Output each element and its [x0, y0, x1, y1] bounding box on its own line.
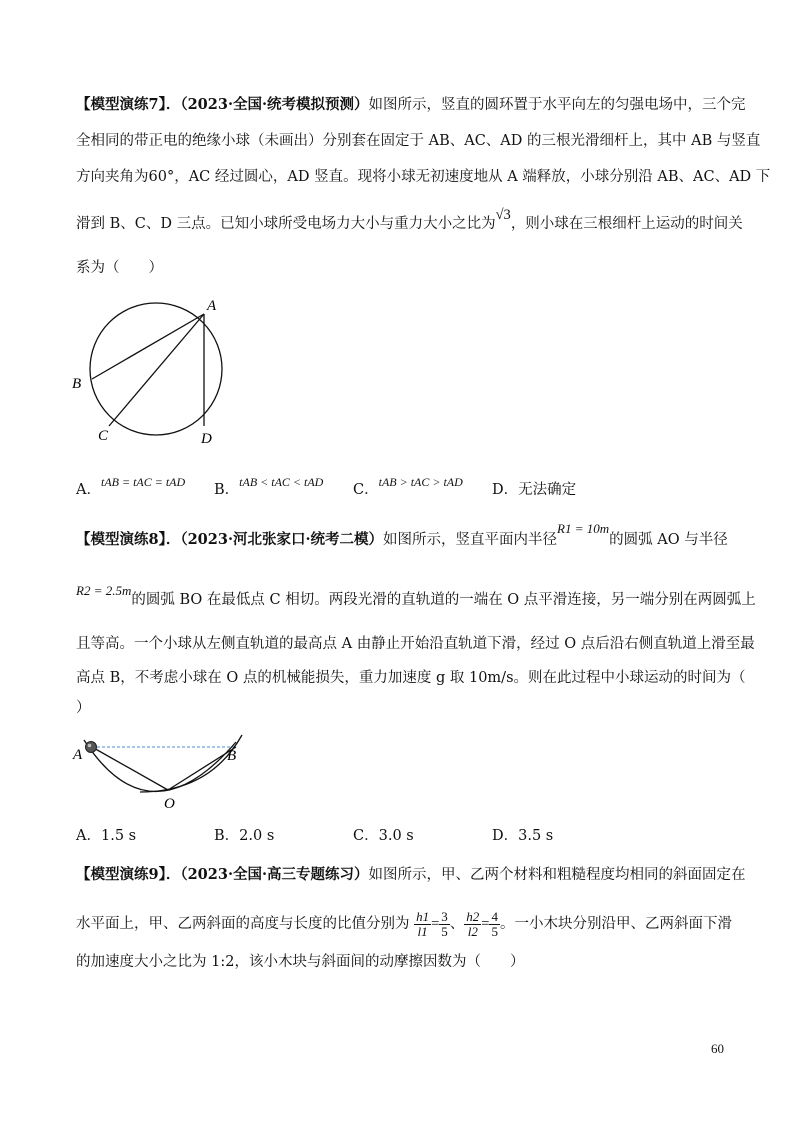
label-B: B	[72, 376, 82, 392]
label-A: A	[207, 298, 217, 314]
q8-line2: R2 = 2.5m的圆弧 BO 在最低点 C 相切。两段光滑的直轨道的一端在 O 点平滑连接，另一端分别在两圆弧上	[76, 583, 756, 608]
frac-h2-l2: $\frac{h2}{l2}$	[466, 908, 480, 939]
label-C: C	[98, 428, 109, 444]
q7-line4: 滑到 B、C、D 三点。已知小球所受电场力大小与重力大小之比为√3，则小球在三根细杆上运动的时间关	[76, 207, 743, 232]
q9-line2: 水平面上，甲、乙两斜面的高度与长度的比值分别为 $\frac{h1}{l1}$ = $\frac{3}{5}$ 、 $\frac{h2}{l2}$ = $\frac{4}{5}$ 。一小木块分别沿甲、乙两斜面下滑	[76, 908, 732, 939]
label-D: D	[201, 431, 212, 447]
q9-line3: 的加速度大小之比为 1:2，该小木块与斜面间的动摩擦因数为（ ）	[76, 954, 525, 970]
label-A: A	[73, 747, 83, 763]
label-B: B	[227, 748, 237, 764]
track-AO	[92, 747, 168, 790]
q8-line3: 且等高。一个小球从左侧直轨道的最高点 A 由静止开始沿直轨道下滑，经过 O 点后沿右侧直轨道上滑至最	[76, 636, 755, 652]
q8-option-a: A．1.5 s	[76, 828, 137, 844]
q8-figure	[70, 732, 250, 812]
label-O: O	[164, 796, 175, 812]
r1-formula: R1 = 10m	[557, 521, 610, 536]
q7-header: 【模型演练7】．（2023·全国·统考模拟预测）	[76, 96, 369, 113]
q8-option-c: C．3.0 s	[353, 828, 414, 844]
q7-line2: 全相同的带正电的绝缘小球（未画出）分别套在固定于 AB、AC、AD 的三根光滑细杆上，其中 AB 与竖直	[76, 133, 761, 149]
q7-line3: 方向夹角为60°，AC 经过圆心，AD 竖直。现将小球无初速度地从 A 端释放，小球分别沿 AB、AC、AD 下	[76, 169, 771, 185]
page-number: 60	[711, 1041, 724, 1056]
rod-AC	[109, 314, 204, 426]
q8-header: 【模型演练8】．（2023·河北张家口·统考二模）	[76, 531, 384, 548]
arc-AO	[84, 740, 236, 792]
q7-option-d: D．无法确定	[492, 482, 577, 498]
ball	[86, 742, 97, 753]
q7-line1: 【模型演练7】．（2023·全国·统考模拟预测）如图所示，竖直的圆环置于水平向左的匀强电场中，三个完	[76, 96, 746, 113]
q8-line4: 高点 B，不考虑小球在 O 点的机械能损失，重力加速度 g 取 10m/s。则在此过程中小球运动的时间为（	[76, 670, 746, 686]
track-OB	[168, 747, 236, 790]
frac-h1-l1: $\frac{h1}{l1}$	[416, 908, 430, 939]
q8-line1: 【模型演练8】．（2023·河北张家口·统考二模）如图所示，竖直平面内半径R1 = 10m的圆弧 AO 与半径	[76, 521, 728, 548]
q7-option-c: C．$^{tAB > tAC > tAD}$	[353, 475, 463, 498]
q8-option-d: D．3.5 s	[492, 828, 554, 844]
q8-line5: ）	[76, 700, 91, 716]
q7-figure	[70, 292, 250, 452]
q8-option-b: B．2.0 s	[214, 828, 275, 844]
q7-line5: 系为（ ）	[76, 260, 163, 276]
q7-option-b: B．$^{tAB < tAC < tAD}$	[214, 475, 324, 498]
r2-formula: R2 = 2.5m	[76, 583, 132, 598]
q9-header: 【模型演练9】．（2023·全国·高三专题练习）	[76, 866, 369, 883]
q9-line1: 【模型演练9】．（2023·全国·高三专题练习）如图所示，甲、乙两个材料和粗糙程度均相同的斜面固定在	[76, 866, 746, 883]
q7-option-a: A．$^{tAB = tAC = tAD}$	[76, 475, 186, 498]
sqrt3: √3	[495, 207, 511, 223]
